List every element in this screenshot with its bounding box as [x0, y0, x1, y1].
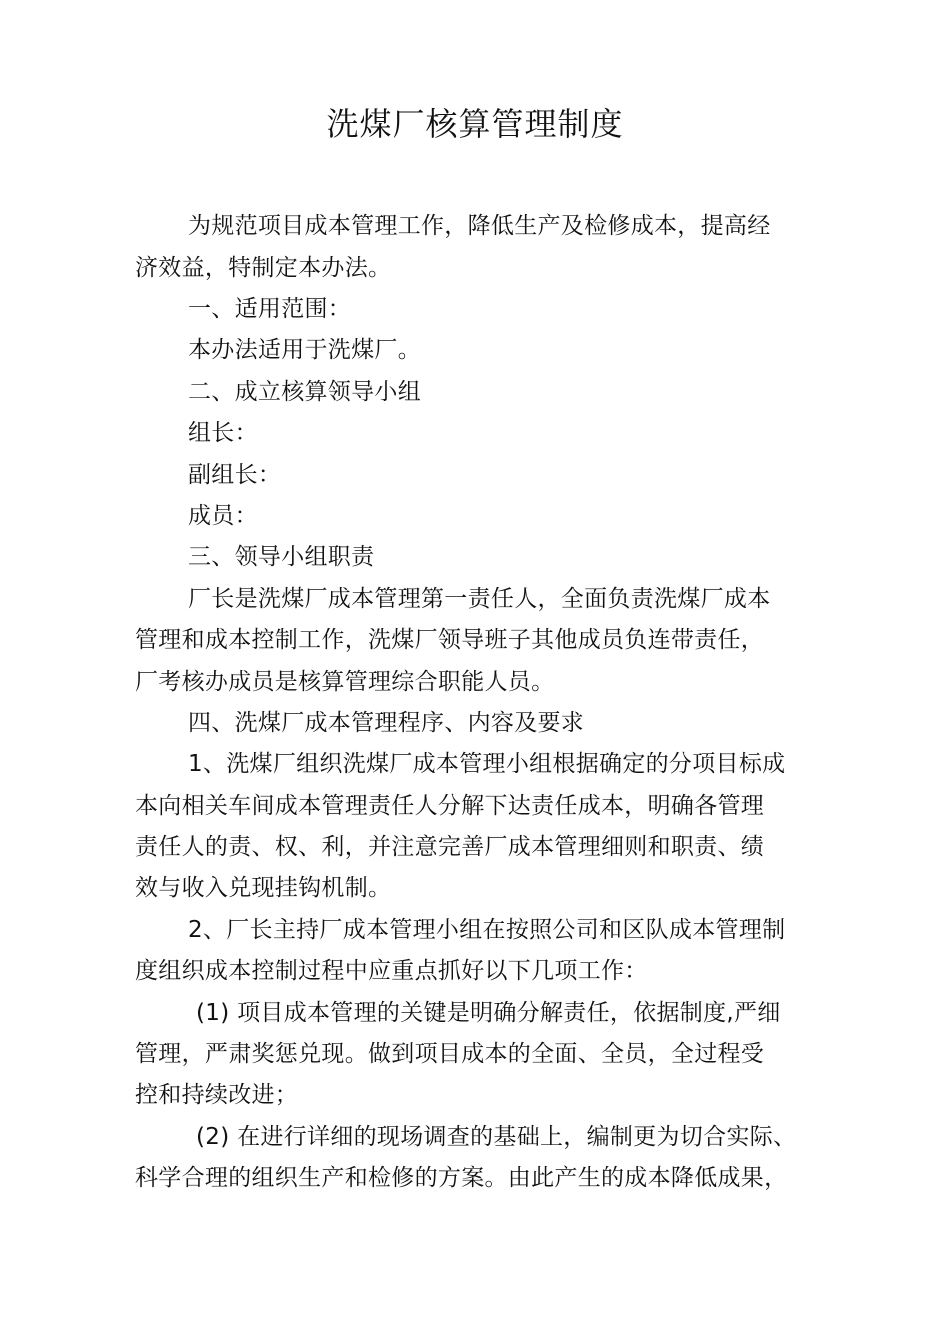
- paragraph-line: 管理，严肃奖惩兑现。做到项目成本的全面、全员，全过程受: [135, 1041, 765, 1067]
- section-heading-scope: 一、适用范围：: [188, 296, 352, 322]
- paragraph-line: 厂长是洗煤厂成本管理第一责任人，全面负责洗煤厂成本: [188, 586, 771, 612]
- paragraph-line: 效与收入兑现挂钩机制。: [135, 875, 392, 901]
- paragraph-line: 责任人的责、权、利，并注意完善厂成本管理细则和职责、绩: [135, 834, 765, 860]
- section-heading-procedure: 四、洗煤厂成本管理程序、内容及要求: [188, 710, 585, 736]
- paragraph-line: 济效益，特制定本办法。: [135, 255, 392, 281]
- deputy-leader-field: 副组长：: [188, 462, 282, 488]
- members-field: 成员：: [188, 503, 258, 529]
- paragraph-line: 本向相关车间成本管理责任人分解下达责任成本，明确各管理: [135, 793, 765, 819]
- paragraph-line: 1、洗煤厂组织洗煤厂成本管理小组根据确定的分项目标成: [188, 751, 786, 777]
- paragraph-line: 2、厂长主持厂成本管理小组在按照公司和区队成本管理制: [188, 917, 786, 943]
- paragraph-line: 控和持续改进；: [135, 1082, 299, 1108]
- paragraph-line: 厂考核办成员是核算管理综合职能人员。: [135, 669, 555, 695]
- paragraph-line: (1) 项目成本管理的关键是明确分解责任，依据制度,严细: [196, 1000, 781, 1026]
- document-title: 洗煤厂核算管理制度: [326, 105, 624, 143]
- section-heading-group: 二、成立核算领导小组: [188, 379, 421, 405]
- paragraph-line: 本办法适用于洗煤厂。: [188, 337, 421, 363]
- section-heading-duties: 三、领导小组职责: [188, 544, 375, 570]
- paragraph-line: 为规范项目成本管理工作，降低生产及检修成本，提高经: [188, 213, 771, 239]
- paragraph-line: (2) 在进行详细的现场调查的基础上，编制更为切合实际、: [196, 1124, 797, 1150]
- group-leader-field: 组长：: [188, 420, 258, 446]
- paragraph-line: 科学合理的组织生产和检修的方案。由此产生的成本降低成果，: [135, 1165, 788, 1191]
- paragraph-line: 管理和成本控制工作，洗煤厂领导班子其他成员负连带责任，: [135, 627, 765, 653]
- paragraph-line: 度组织成本控制过程中应重点抓好以下几项工作：: [135, 958, 648, 984]
